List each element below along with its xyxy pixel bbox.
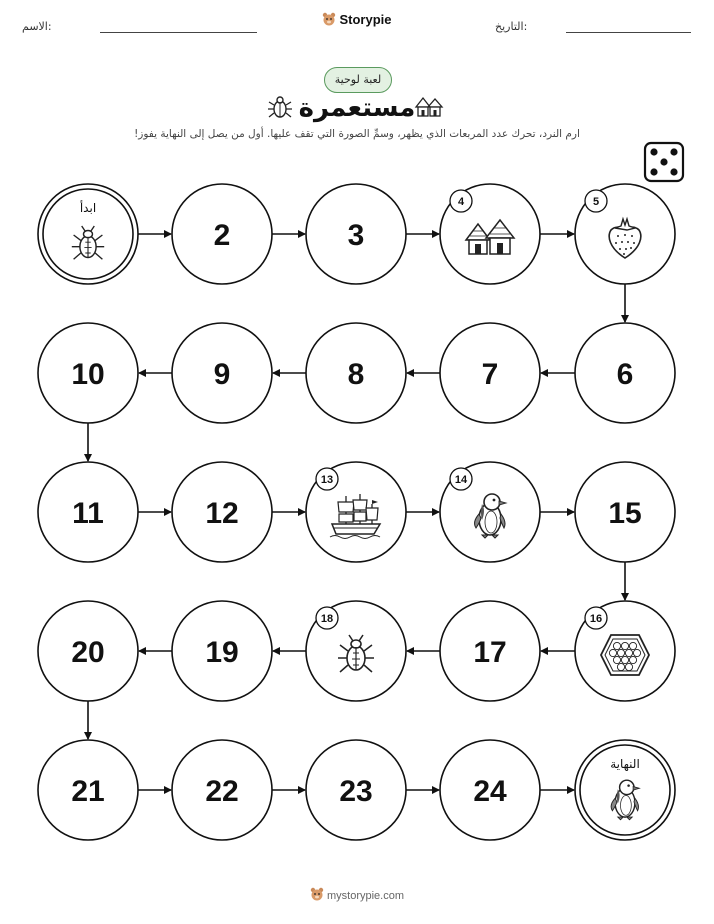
brand-name: Storypie <box>339 12 392 27</box>
board-space-18 <box>306 601 406 701</box>
board-space-16 <box>575 601 675 701</box>
finish-label: النهاية <box>610 757 640 771</box>
board-space-11 <box>38 462 138 562</box>
board-space-21 <box>38 740 138 840</box>
board-space-10 <box>38 323 138 423</box>
space-number: 24 <box>473 775 507 808</box>
space-number: 21 <box>71 775 105 808</box>
dice-pip <box>650 148 657 155</box>
game-type-badge: لعبة لوحية <box>324 67 392 93</box>
board-space-14 <box>440 462 540 562</box>
board-space-15 <box>575 462 675 562</box>
board-space-5 <box>575 184 675 284</box>
dice-pip <box>650 168 657 175</box>
board-space-24 <box>440 740 540 840</box>
name-label: الاسم: <box>22 20 52 33</box>
space-number: 9 <box>213 358 231 391</box>
board-space-7 <box>440 323 540 423</box>
space-number: 19 <box>205 636 239 669</box>
dice-pip <box>670 148 677 155</box>
dice-pip <box>660 158 667 165</box>
board-space-12 <box>172 462 272 562</box>
footer-url: mystorypie.com <box>326 890 405 902</box>
footer <box>0 887 714 902</box>
board-space-8 <box>306 323 406 423</box>
space-number: 10 <box>71 358 105 391</box>
board-space-4 <box>440 184 540 284</box>
instructions: ارم النرد، تحرك عدد المربعات الذي يظهر، وسمِّ الصورة التي تقف عليها. أول من يصل إلى النهاية يفوز! <box>134 128 580 140</box>
space-number-badge: 18 <box>320 613 334 625</box>
board-space-2 <box>172 184 272 284</box>
space-number: 2 <box>213 219 231 252</box>
space-number: 7 <box>481 358 499 391</box>
board-spaces <box>38 184 675 840</box>
start-label: ابدأ <box>79 201 97 215</box>
board-space-17 <box>440 601 540 701</box>
space-number-badge: 4 <box>457 196 465 208</box>
space-number: 8 <box>347 358 365 391</box>
space-number-badge: 16 <box>589 613 603 625</box>
board-space-6 <box>575 323 675 423</box>
board-space-9 <box>172 323 272 423</box>
board-space-23 <box>306 740 406 840</box>
board-space-22 <box>172 740 272 840</box>
space-number: 22 <box>205 775 239 808</box>
space-number: 6 <box>616 358 634 391</box>
space-number: 17 <box>473 636 507 669</box>
space-number: 23 <box>339 775 373 808</box>
board-space-20 <box>38 601 138 701</box>
dice-icon <box>645 143 683 181</box>
start-space <box>38 184 138 284</box>
board-space-13 <box>306 462 406 562</box>
space-number: 20 <box>71 636 105 669</box>
space-number: 12 <box>205 497 239 530</box>
board-space-3 <box>306 184 406 284</box>
space-number-badge: 14 <box>454 474 468 486</box>
page-title: مستعمرة <box>298 93 416 123</box>
space-number: 15 <box>608 497 642 530</box>
space-number-badge: 5 <box>592 196 600 208</box>
honeycomb-icon <box>601 635 649 675</box>
finish-space <box>575 740 675 840</box>
space-number: 3 <box>347 219 365 252</box>
board-space-19 <box>172 601 272 701</box>
space-number-badge: 13 <box>320 474 334 486</box>
space-number: 11 <box>72 497 104 530</box>
dice-pip <box>670 168 677 175</box>
storypie-bear-icon <box>310 887 324 901</box>
date-label: التاريخ: <box>495 20 528 33</box>
